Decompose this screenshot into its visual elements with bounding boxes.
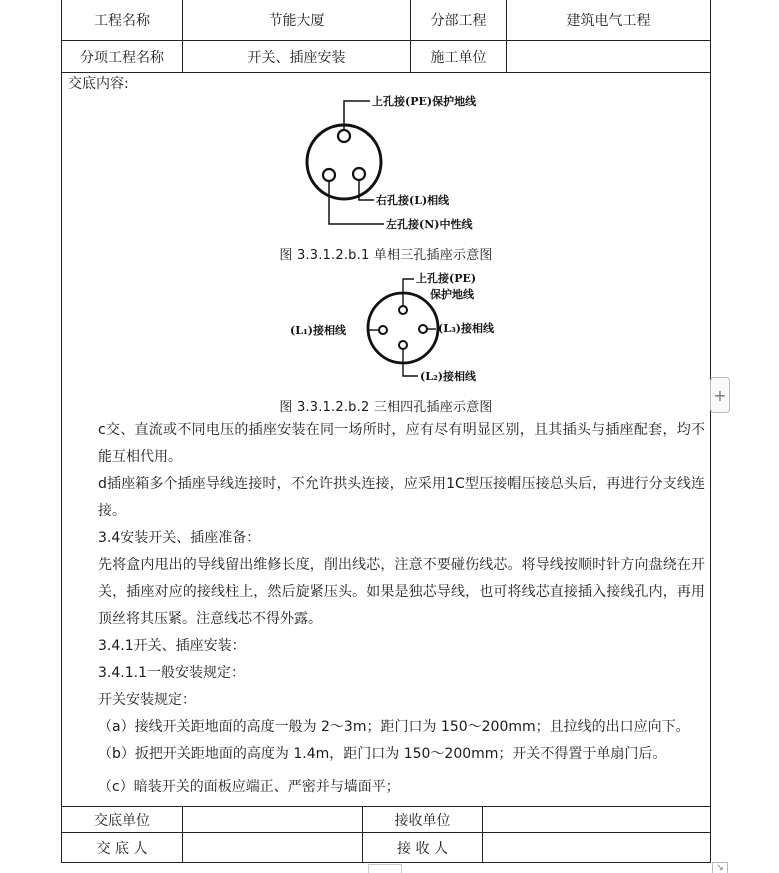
division-label: 分部工程 <box>430 13 487 29</box>
figure-single-phase-socket <box>292 90 522 240</box>
receive-unit-label: 接收单位 <box>394 812 451 829</box>
handover-unit-label: 交底单位 <box>94 812 150 829</box>
plus-icon[interactable]: + <box>710 377 730 413</box>
subitem-label: 分项工程名称 <box>80 49 164 66</box>
socket-hole-left <box>323 169 335 181</box>
fig1-label-left: 左孔接(N)中性线 <box>386 218 473 231</box>
paragraph-switch-rules: 开关安装规定： <box>98 692 196 708</box>
resize-icon[interactable]: ↘ <box>712 862 728 873</box>
paragraph-3-4: 3.4安装开关、插座准备： <box>98 530 261 546</box>
paragraph-3-4-1: 3.4.1开关、插座安装： <box>98 638 246 654</box>
figure1-caption: 图 3.3.1.2.b.1 单相三孔插座示意图 <box>279 248 493 263</box>
paragraph-a: （a）接线开关距地面的高度一般为 2～3m；距门口为 150～200mm；且拉线的出口应向下。 <box>98 719 690 735</box>
socket-hole-top <box>338 130 350 142</box>
subitem-value: 开关、插座安装 <box>247 49 346 66</box>
paragraph-c: c交、直流或不同电压的插座安装在同一场所时，应有尽有明显区别，且其插头与插座配套，均不能互相代用。 <box>98 422 705 465</box>
paragraph-d: d插座箱多个插座导线连接时，不允许拱头连接，应采用1C型压接帽压接总头后，再进行分支线连接。 <box>98 476 705 519</box>
fig2-label-top-2: 保护地线 <box>430 288 474 301</box>
figure2-caption: 图 3.3.1.2.b.2 三相四孔插座示意图 <box>279 400 493 415</box>
figure-three-phase-socket <box>282 268 542 390</box>
project-name-value: 节能大厦 <box>268 13 325 29</box>
project-name-label: 工程名称 <box>94 13 150 29</box>
fig2-label-left: (L₁)接相线 <box>290 324 346 337</box>
socket-hole-top <box>399 306 407 314</box>
content-label: 交底内容: <box>68 76 129 92</box>
socket-hole-right <box>353 168 365 180</box>
contractor-label: 施工单位 <box>430 49 487 66</box>
socket-hole-bottom <box>399 341 407 349</box>
body-text <box>98 417 705 801</box>
receive-unit-value <box>483 807 710 832</box>
socket-hole-right <box>419 325 427 333</box>
row-divider <box>62 72 710 73</box>
fig2-label-right: (L₃)接相线 <box>438 322 494 335</box>
receive-person-value <box>483 833 710 862</box>
paragraph-c2: （c）暗装开关的面板应端正、严密并与墙面平； <box>98 779 400 795</box>
fig1-label-right: 右孔接(L)相线 <box>376 194 450 207</box>
contractor-value <box>507 41 710 72</box>
receive-person-label: 接 收 人 <box>397 840 448 857</box>
division-value: 建筑电气工程 <box>566 13 651 29</box>
fig1-label-top: 上孔接(PE)保护地线 <box>372 95 477 108</box>
handover-sheet <box>61 0 711 863</box>
paragraph-prep: 先将盒内甩出的导线留出维修长度，削出线芯，注意不要碰伤线芯。将导线按顺时针方向盘绕在开关，插座对应的接线柱上，然后旋紧压头。如果是独芯导线，也可将线芯直接插入接线孔内，再用顶丝将其压紧。注意线芯不得外露。 <box>98 557 705 627</box>
socket-hole-left <box>379 326 387 334</box>
handover-person-label: 交 底 人 <box>96 840 148 857</box>
fig2-label-top-1: 上孔接(PE) <box>416 272 477 285</box>
fig2-label-bottom: (L₂)接相线 <box>420 370 476 383</box>
handover-unit-value <box>183 807 362 832</box>
socket-outline <box>307 125 381 199</box>
paragraph-b: （b）扳把开关距地面的高度为 1.4m，距门口为 150～200mm；开关不得置于单扇门后。 <box>98 746 667 762</box>
handover-person-value <box>183 833 362 862</box>
paragraph-3-4-1-1: 3.4.1.1一般安装规定： <box>98 665 245 681</box>
